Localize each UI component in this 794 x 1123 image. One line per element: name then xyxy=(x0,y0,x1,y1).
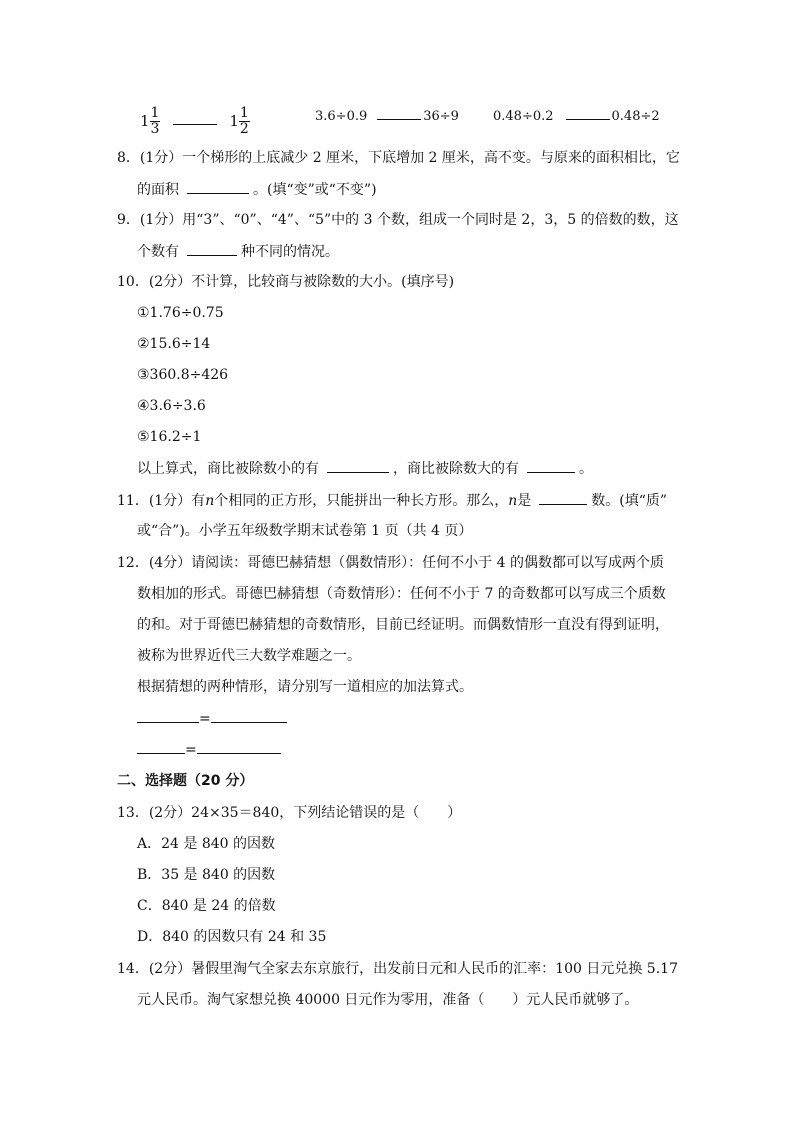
question-9-line-1: 9．(1分）用“3”、“0”、“4”、“5”中的 3 个数，组成一个同时是 2，3，5 的倍数的数，这 xyxy=(117,212,679,228)
question-10-answer-line: 以上算式，商比被除数小的有 ，商比被除数大的有 。 xyxy=(137,458,593,479)
answer-blank[interactable] xyxy=(187,179,249,194)
answer-blank[interactable] xyxy=(173,110,217,125)
answer-blank[interactable] xyxy=(539,490,587,505)
mixed-number-1: 1 $\frac{1}{3}$ xyxy=(140,104,160,137)
answer-blank[interactable] xyxy=(211,708,287,723)
compare-row xyxy=(140,104,250,138)
option-item: ④3.6÷3.6 xyxy=(137,398,206,414)
answer-blank[interactable] xyxy=(197,739,281,754)
question-12-line-3: 的和。对于哥德巴赫猜想的奇数情形，目前已经证明。而偶数情形一直没有得到证明， xyxy=(137,617,669,633)
answer-blank[interactable] xyxy=(137,739,185,754)
question-12-line-2: 数相加的形式。哥德巴赫猜想（奇数情形）：任何不小于 7 的奇数都可以写成三个质数 xyxy=(137,586,666,602)
answer-blank[interactable] xyxy=(137,708,199,723)
compare-expression-2: 3.6÷0.9 36÷9 xyxy=(315,105,459,127)
question-9-line-2: 个数有 种不同的情况。 xyxy=(137,241,339,262)
equation-line-2: = xyxy=(137,739,281,760)
question-12-line-4: 被称为世界近代三大数学难题之一。 xyxy=(137,648,361,664)
answer-blank[interactable] xyxy=(566,105,610,120)
question-14-line-2: 元人民币。淘气家想兑换 40000 日元作为零用，准备（ ）元人民币就够了。 xyxy=(137,992,639,1008)
section-title: 二、选择题（20 分） xyxy=(117,773,254,789)
question-12-line-1: 12．(4分）请阅读：哥德巴赫猜想（偶数情形）：任何不小于 4 的偶数都可以写成两个质 xyxy=(117,555,664,571)
choice-option-d[interactable]: D．840 的因数只有 24 和 35 xyxy=(137,929,327,945)
option-item: ⑤16.2÷1 xyxy=(137,429,202,445)
question-10-stem: 10．(2分）不计算，比较商与被除数的大小。(填序号) xyxy=(117,274,455,290)
answer-blank[interactable] xyxy=(327,458,389,473)
option-item: ①1.76÷0.75 xyxy=(137,305,224,321)
equation-line-1: = xyxy=(137,708,287,729)
answer-blank[interactable] xyxy=(527,458,575,473)
question-8-line-2: 的面积 。(填“变”或“不变”) xyxy=(137,179,377,200)
choice-option-a[interactable]: A．24 是 840 的因数 xyxy=(137,836,275,852)
question-8-line-1: 8．(1分）一个梯形的上底减少 2 厘米，下底增加 2 厘米，高不变。与原来的面积相比，它 xyxy=(117,150,680,166)
question-11-line-1: 11．(1分）有n个相同的正方形，只能拼出一种长方形。那么，n是 数。(填“质” xyxy=(117,490,667,511)
answer-blank[interactable] xyxy=(377,105,421,120)
compare-expression-3: 0.48÷0.2 0.48÷2 xyxy=(493,105,660,127)
question-13-stem: 13．(2分）24×35＝840，下列结论错误的是（ ） xyxy=(117,805,462,821)
choice-option-c[interactable]: C．840 是 24 的倍数 xyxy=(137,898,276,914)
mixed-number-2: 1 $\frac{1}{2}$ xyxy=(229,104,249,137)
answer-blank[interactable] xyxy=(187,241,237,256)
option-item: ②15.6÷14 xyxy=(137,336,211,352)
question-14-line-1: 14．(2分）暑假里淘气全家去东京旅行，出发前日元和人民币的汇率：100 日元兑换 5.17 xyxy=(117,961,678,977)
option-item: ③360.8÷426 xyxy=(137,367,229,383)
choice-option-b[interactable]: B．35 是 840 的因数 xyxy=(137,867,276,883)
question-12-line-5: 根据猜想的两种情形，请分别写一道相应的加法算式。 xyxy=(137,679,473,695)
question-11-line-2: 或“合”)。小学五年级数学期末试卷第 1 页（共 4 页） xyxy=(137,523,473,539)
